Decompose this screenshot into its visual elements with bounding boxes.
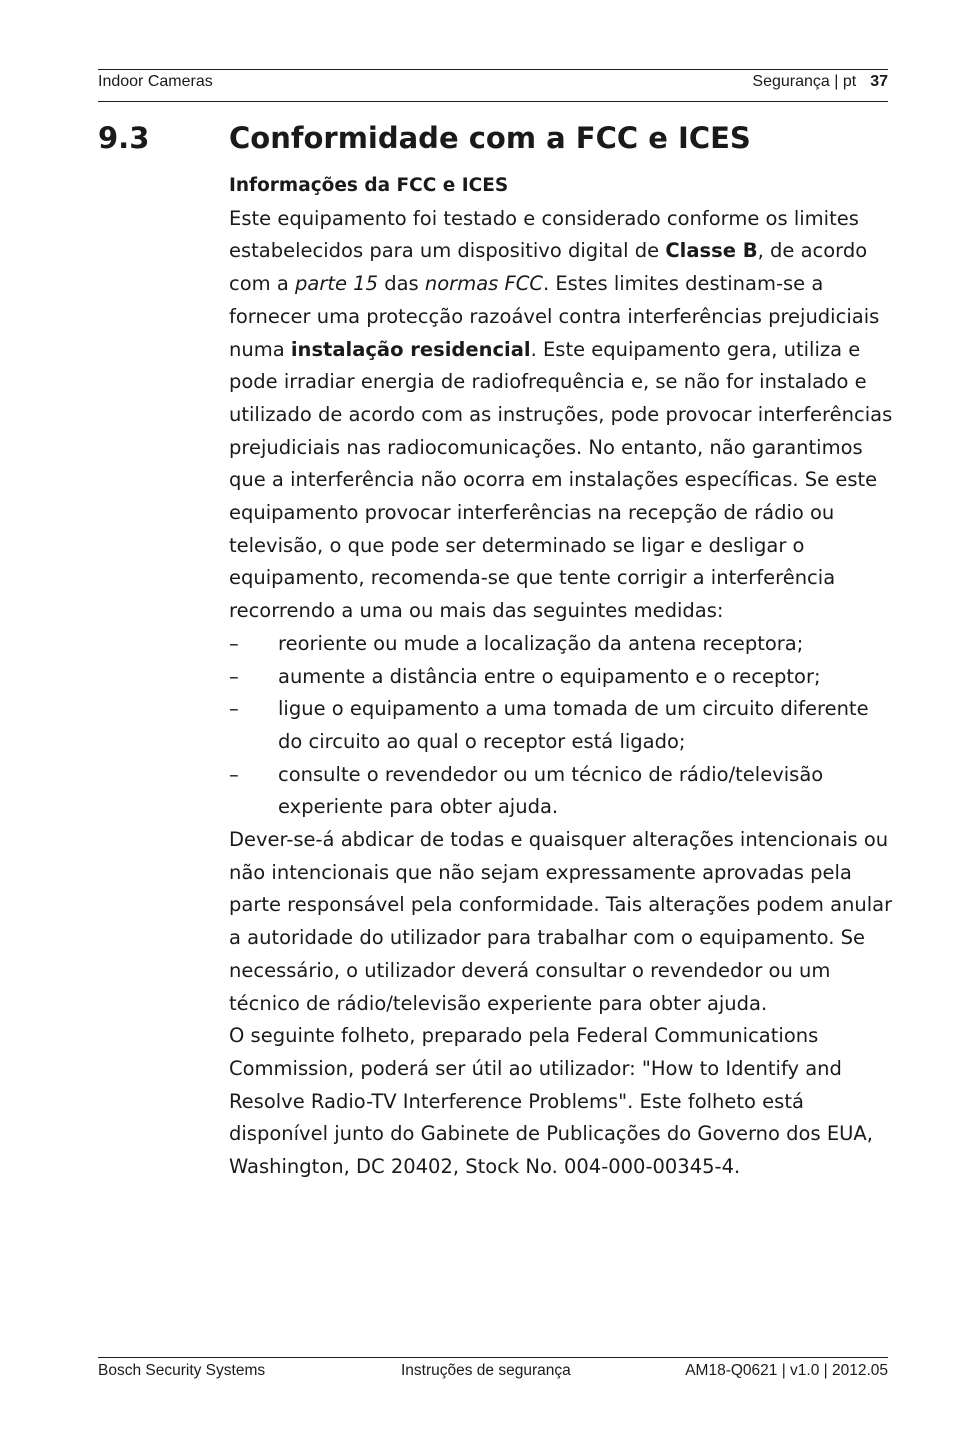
header-document-title: Indoor Cameras [98,73,213,90]
section-body [229,170,894,1184]
para1-text-1: Este equipamento foi testado e considerado conforme os limites estabelecidos para um dispositivo digital de [229,206,859,263]
page-number: 37 [870,73,888,90]
header-section-text: Segurança | pt [752,73,857,90]
list-item-text: consulte o revendedor ou um técnico de rádio/televisão experiente para obter ajuda. [278,762,824,819]
section-number: 9.3 [98,121,150,155]
list-item [229,628,894,661]
dash-bullet: – [229,697,239,721]
list-item-text: aumente a distância entre o equipamento e o receptor; [278,664,821,688]
para1-text-4: . Estes limites destinam-se a fornecer uma protecção razoável contra interferências prejudiciais numa [229,272,880,361]
footer-company: Bosch Security Systems [98,1362,266,1379]
measures-list [229,628,894,824]
para1-bold-residential: instalação residencial [290,337,531,361]
para1-text-2: , de acordo com a [229,239,868,296]
paragraph-2: Dever-se-á abdicar de todas e quaisquer alterações intencionais ou não intencionais que não sejam expressamente aprovadas pela parte responsável pela conformidade. Tais alterações podem anular a autoridade do utilizador para trabalhar com o equipamento. Se necessário, o utilizador deverá consultar o revendedor ou um técnico de rádio/televisão experiente para obter ajuda. [229,828,893,1015]
footer-rule [98,1357,888,1358]
para1-bold-class-b: Classe B [665,239,758,263]
para1-text-5: . Este equipamento gera, utiliza e pode irradiar energia de radiofrequência e, se não for instalado e utilizado de acordo com as instruções, pode provocar interferências prejudiciais nas radiocomunicações. No entanto, não garantimos que a interferência não ocorra em instalações específicas. Se este equipamento provocar interferências na recepção de rádio ou televisão, o que pode ser determinado se ligar e desligar o equipamento, recomenda-se que tente corrigir a interferência recorrendo a uma ou mais das seguintes medidas: [229,337,893,623]
footer-document-type: Instruções de segurança [401,1362,571,1379]
dash-bullet: – [229,664,239,688]
paragraph-3: O seguinte folheto, preparado pela Federal Communications Commission, poderá ser útil ao utilizador: "How to Identify and Resolve Radio-TV Interference Problems". Este folheto está disponível junto do Gabinete de Publicações do Governo dos EUA, Washington, DC 20402, Stock No. 004-000-00345-4. [229,1024,873,1179]
list-item-text: reoriente ou mude a localização da antena receptora; [278,631,804,655]
para1-text-3: das [378,272,425,296]
list-item [229,759,894,824]
list-item [229,661,894,694]
para1-italic-part: parte 15 [295,272,378,296]
list-item [229,693,894,758]
subheading: Informações da FCC e ICES [229,175,509,196]
paragraph-1 [229,203,894,628]
dash-bullet: – [229,631,239,655]
para1-italic-norms: normas FCC [424,272,543,296]
section-title: Conformidade com a FCC e ICES [229,121,751,155]
header-rule-top [98,69,888,70]
footer-doc-id: AM18-Q0621 | v1.0 | 2012.05 [685,1362,888,1379]
header-rule-bottom [98,101,888,102]
header-section-label [752,72,888,92]
list-item-text: ligue o equipamento a uma tomada de um circuito diferente do circuito ao qual o receptor está ligado; [278,697,869,753]
dash-bullet: – [229,762,239,786]
